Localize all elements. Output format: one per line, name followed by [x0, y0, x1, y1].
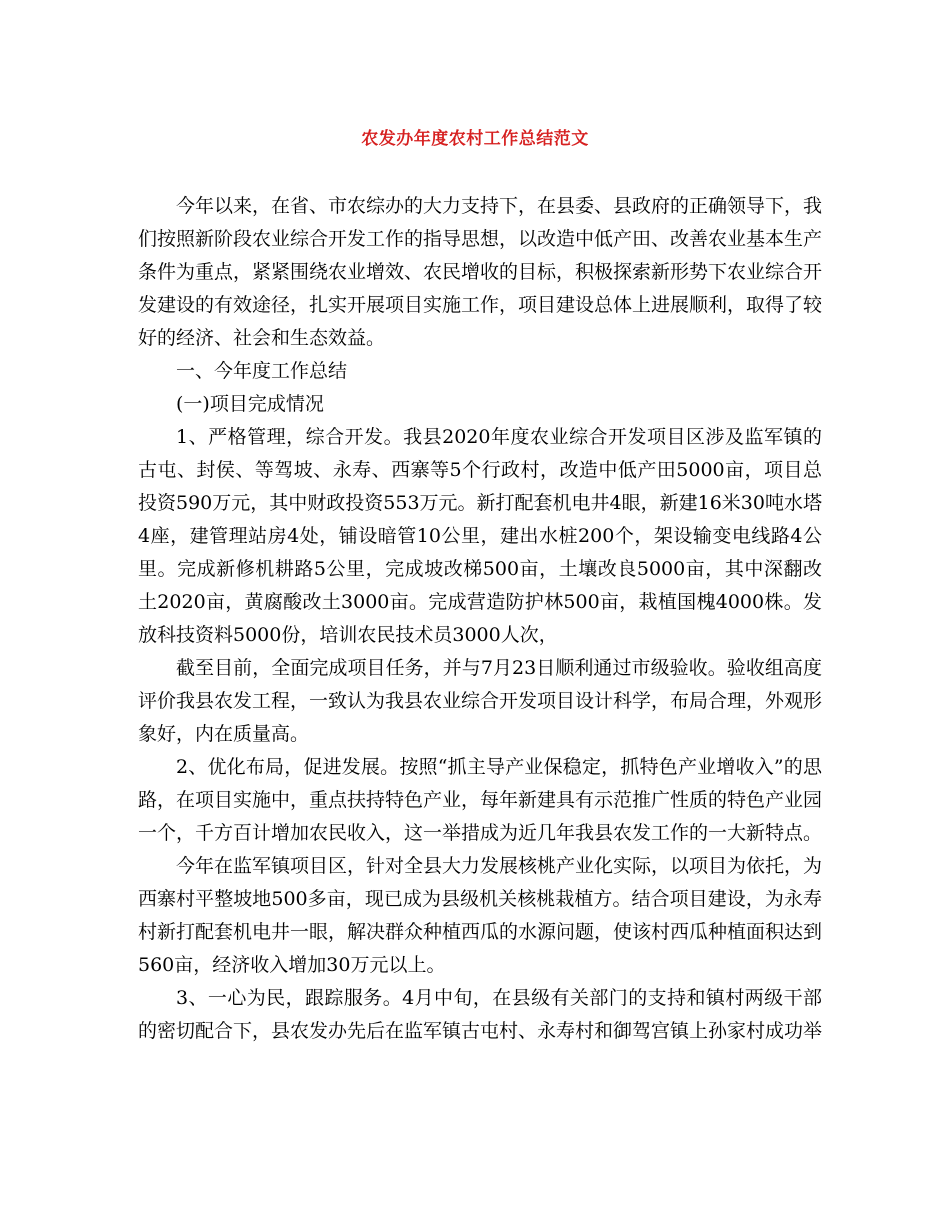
paragraph-project-area: 今年在监军镇项目区，针对全县大力发展核桃产业化实际，以项目为依托，为西寨村平整坡地500多亩，现已成为县级机关核桃栽植方。结合项目建设，为永寿村新打配套机电井一眼，解决群众种植西瓜的水源问题，使该村西瓜种植面积达到560亩，经济收入增加30万元以上。 [138, 855, 823, 976]
paragraph-item-3: 3、一心为民，跟踪服务。4月中旬，在县级有关部门的支持和镇村两级干部的密切配合下，县农发办先后在监军镇古屯村、永寿村和御驾宫镇上孙家村成功举 [138, 987, 823, 1042]
subsection-heading-1: (一)项目完成情况 [176, 393, 324, 415]
document-body [138, 190, 822, 1048]
paragraph-acceptance: 截至目前，全面完成项目任务，并与7月23日顺利通过市级验收。验收组高度评价我县农发工程，一致认为我县农业综合开发项目设计科学，布局合理，外观形象好，内在质量高。 [138, 657, 823, 745]
paragraph-item-1: 1、严格管理，综合开发。我县2020年度农业综合开发项目区涉及监军镇的古屯、封侯、等驾坡、永寿、西寨等5个行政村，改造中低产田5000亩，项目总投资590万元，其中财政投资553万元。新打配套机电井4眼，新建16米30吨水塔4座，建管理站房4处，铺设暗管10公里，建出水桩200个，架设输变电线路4公里。完成新修机耕路5公里，完成坡改梯500亩，土壤改良5000亩，其中深翻改土2020亩，黄腐酸改土3000亩。完成营造防护林500亩，栽植国槐4000株。发放科技资料5000份，培训农民技术员3000人次， [138, 426, 822, 646]
section-heading-1: 一、今年度工作总结 [176, 360, 348, 382]
document-title: 农发办年度农村工作总结范文 [361, 129, 589, 149]
paragraph-intro: 今年以来，在省、市农综办的大力支持下，在县委、县政府的正确领导下，我们按照新阶段农业综合开发工作的指导思想，以改造中低产田、改善农业基本生产条件为重点，紧紧围绕农业增效、农民增收的目标，积极探索新形势下农业综合开发建设的有效途径，扎实开展项目实施工作，项目建设总体上进展顺利，取得了较好的经济、社会和生态效益。 [138, 195, 823, 349]
paragraph-item-2: 2、优化布局，促进发展。按照“抓主导产业保稳定，抓特色产业增收入”的思路，在项目实施中，重点扶持特色产业，每年新建具有示范推广性质的特色产业园一个，千方百计增加农民收入，这一举措成为近几年我县农发工作的一大新特点。 [138, 756, 823, 844]
